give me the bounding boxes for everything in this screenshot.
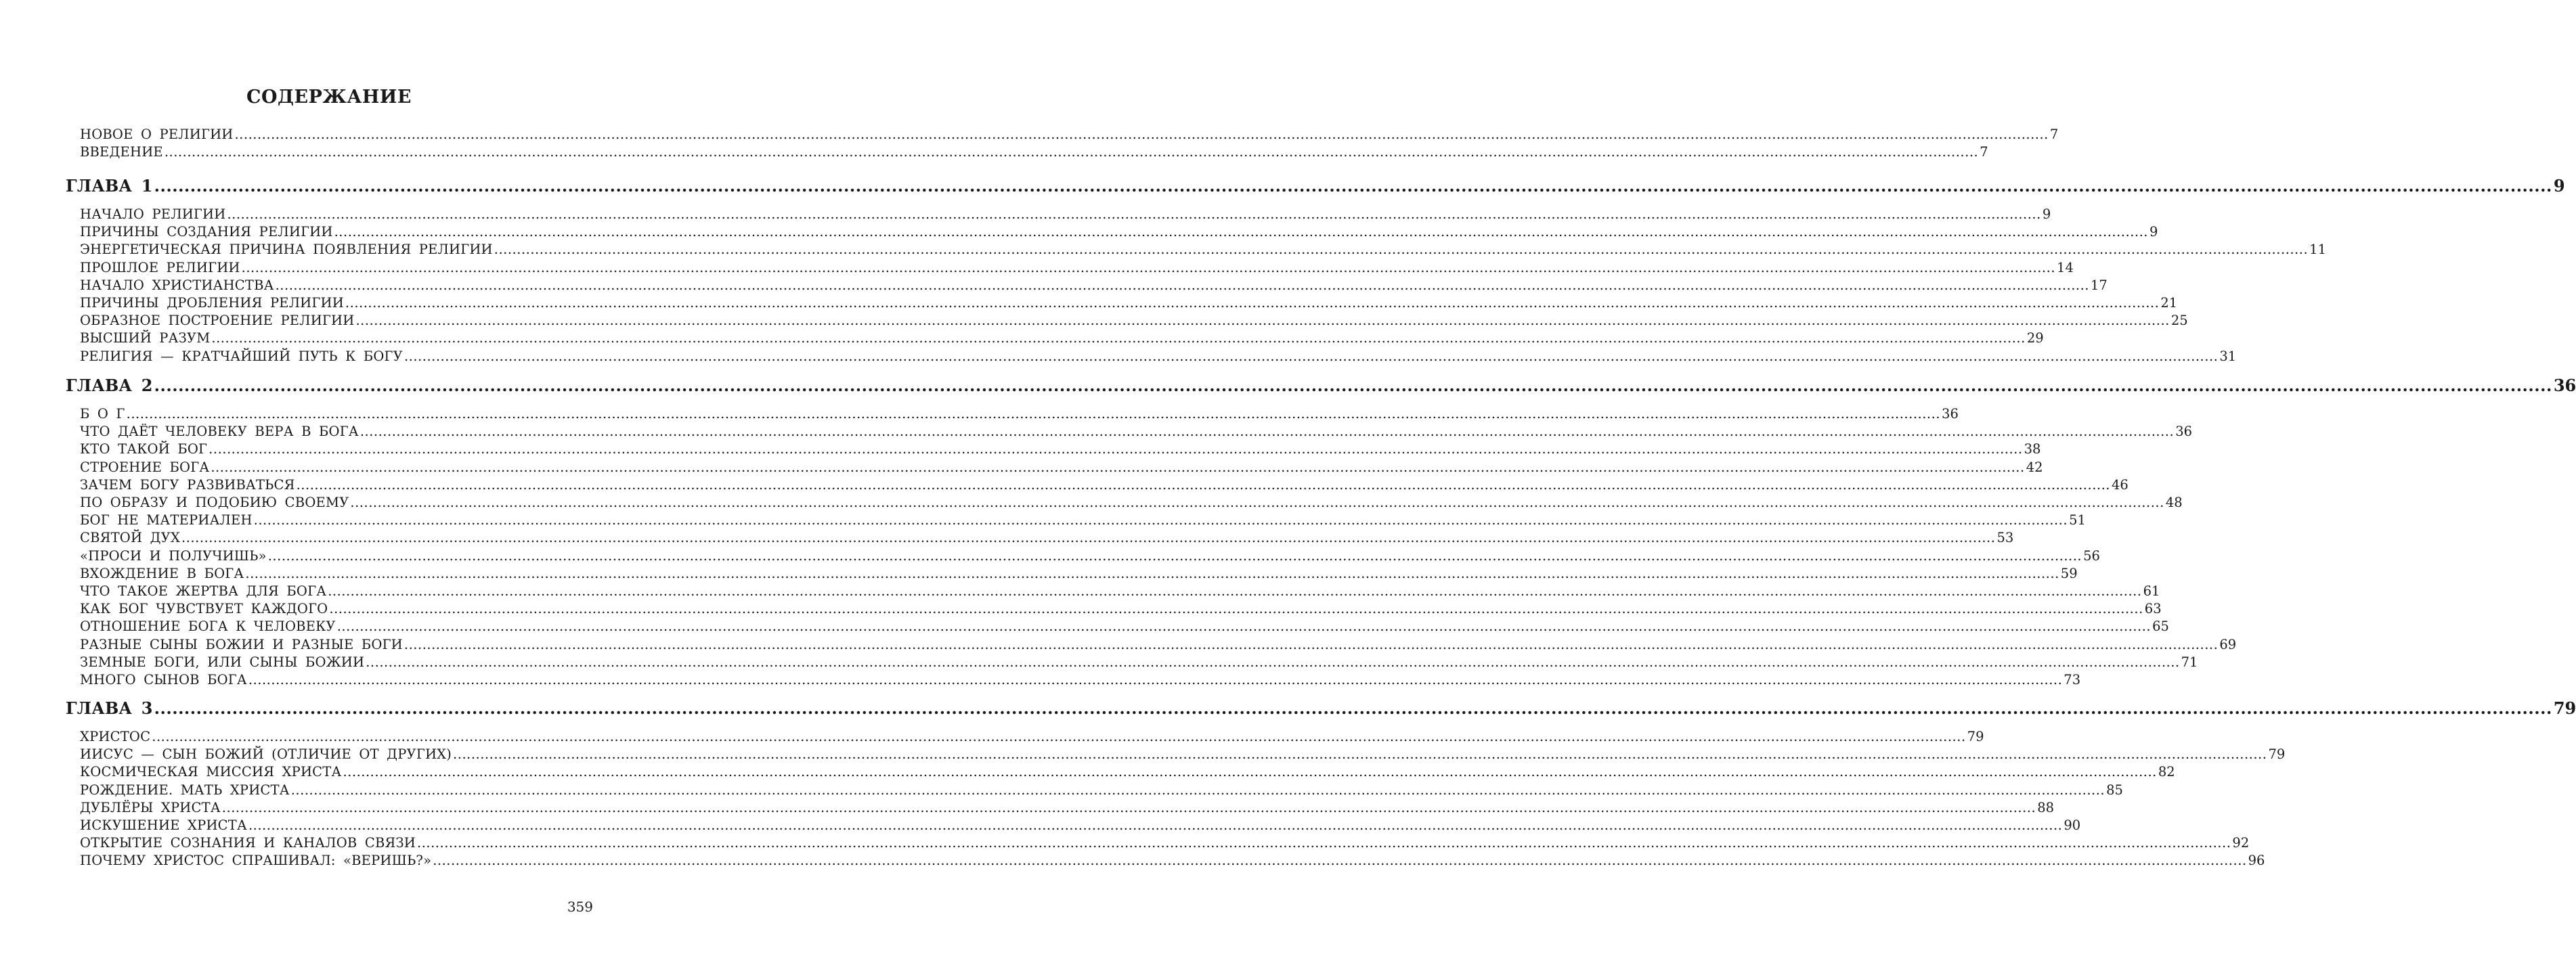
toc-entry <box>80 348 2237 365</box>
toc-entry <box>80 206 2051 223</box>
entry-page-number: 31 <box>2219 348 2237 364</box>
dot-leader: ................................................................................................................................................................................................................................................................................................................................................................................................................ <box>245 565 2059 581</box>
entry-page-number: 51 <box>2069 512 2086 529</box>
toc-title: СОДЕРЖАНИЕ <box>246 87 412 108</box>
dot-leader: ................................................................................................................................................................................................................................................................................................................................................................................................................ <box>336 619 2152 635</box>
dot-leader: ................................................................................................................................................................................................................................................................................................................................................................................................................ <box>209 441 2023 457</box>
entry-title: РАЗНЫЕ СЫНЫ БОЖИИ И РАЗНЫЕ БОГИ <box>80 636 403 652</box>
entry-title: НАЧАЛО ХРИСТИАНСТВА <box>80 277 274 293</box>
chapter-page-number: 79 <box>2553 698 2576 718</box>
entry-page-number: 42 <box>2026 459 2043 475</box>
toc-entry <box>80 817 2081 834</box>
entry-title: ПО ОБРАЗУ И ПОДОБИЮ СВОЕМУ <box>80 495 349 510</box>
entry-title: ИСКУШЕНИЕ ХРИСТА <box>80 817 247 833</box>
dot-leader: ................................................................................................................................................................................................................................................................................................................................................................................................................ <box>328 583 2142 599</box>
dot-leader: ................................................................................................................................................................................................................................................................................................................................................................................................................ <box>366 654 2180 670</box>
dot-leader: ................................................................................................................................................................................................................................................................................................................................................................................................................ <box>290 782 2105 798</box>
dot-leader: ................................................................................................................................................................................................................................................................................................................................................................................................................ <box>433 853 2247 869</box>
toc-entry <box>80 834 2250 852</box>
entry-title: КОСМИЧЕСКАЯ МИССИЯ ХРИСТА <box>80 764 342 780</box>
dot-leader: ................................................................................................................................................................................................................................................................................................................................................................................................................ <box>164 144 1979 160</box>
dot-leader: ................................................................................................................................................................................................................................................................................................................................................................................................................ <box>241 259 2056 275</box>
entry-page-number: 88 <box>2037 799 2055 815</box>
dot-leader: ................................................................................................................................................................................................................................................................................................................................................................................................................ <box>227 206 2041 222</box>
entry-page-number: 61 <box>2143 583 2160 599</box>
entry-page-number: 69 <box>2219 636 2237 652</box>
entry-page-number: 85 <box>2106 782 2123 798</box>
toc-entry <box>80 529 2014 547</box>
dot-leader: ................................................................................................................................................................................................................................................................................................................................................................................................................ <box>248 672 2063 688</box>
dot-leader: ................................................................................................................................................................................................................................................................................................................................................................................................................ <box>345 295 2160 311</box>
entry-title: ИИСУС — СЫН БОЖИЙ (ОТЛИЧИЕ ОТ ДРУГИХ) <box>80 746 452 763</box>
entry-page-number: 29 <box>2026 330 2044 346</box>
entry-page-number: 56 <box>2083 547 2100 564</box>
entry-title: ХРИСТОС <box>80 729 151 744</box>
dot-leader: ................................................................................................................................................................................................................................................................................................................................................................................................................ <box>355 313 2170 329</box>
entry-title: НАЧАЛО РЕЛИГИИ <box>80 206 226 222</box>
entry-title: РОЖДЕНИЕ. МАТЬ ХРИСТА <box>80 782 290 798</box>
entry-title: РЕЛИГИЯ — КРАТЧАЙШИЙ ПУТЬ К БОГУ <box>80 348 403 364</box>
toc-chapter-heading <box>66 374 2576 397</box>
entry-page-number: 38 <box>2024 441 2041 457</box>
dot-leader: ................................................................................................................................................................................................................................................................................................................................................................................................................ <box>253 512 2068 529</box>
page-number: 359 <box>567 899 593 915</box>
toc-entry <box>80 746 2286 763</box>
toc-entry <box>80 143 1988 161</box>
toc-entry <box>80 476 2129 494</box>
toc-entry <box>80 547 2100 565</box>
toc-entry <box>80 763 2175 781</box>
entry-title: ПРИЧИНЫ ДРОБЛЕНИЯ РЕЛИГИИ <box>80 295 344 311</box>
dot-leader: ................................................................................................................................................................................................................................................................................................................................................................................................................ <box>350 495 2164 510</box>
toc-entry <box>80 223 2158 241</box>
toc-entry <box>80 423 2193 441</box>
entry-page-number: 73 <box>2064 672 2081 688</box>
toc-entry <box>80 405 1959 423</box>
dot-leader: ................................................................................................................................................................................................................................................................................................................................................................................................................ <box>154 376 2552 395</box>
entry-page-number: 46 <box>2112 476 2129 493</box>
entry-page-number: 7 <box>1980 144 1988 160</box>
dot-leader: ................................................................................................................................................................................................................................................................................................................................................................................................................ <box>211 459 2025 475</box>
dot-leader: ................................................................................................................................................................................................................................................................................................................................................................................................................ <box>275 277 2090 293</box>
entry-title: НОВОЕ О РЕЛИГИИ <box>80 127 234 142</box>
entry-page-number: 59 <box>2060 565 2078 581</box>
chapter-page-number: 36 <box>2553 376 2576 395</box>
entry-page-number: 9 <box>2149 224 2158 240</box>
entry-page-number: 92 <box>2232 835 2250 851</box>
toc-entry <box>80 512 2086 529</box>
entry-page-number: 90 <box>2064 817 2081 833</box>
dot-leader: ................................................................................................................................................................................................................................................................................................................................................................................................................ <box>234 127 2049 142</box>
entry-page-number: 17 <box>2091 277 2108 293</box>
toc-entry <box>80 241 2326 258</box>
dot-leader: ................................................................................................................................................................................................................................................................................................................................................................................................................ <box>494 242 2309 258</box>
entry-title: ОТНОШЕНИЕ БОГА К ЧЕЛОВЕКУ <box>80 619 336 635</box>
entry-title: ДУБЛЁРЫ ХРИСТА <box>80 799 221 815</box>
toc-entry <box>80 565 2078 583</box>
entry-page-number: 11 <box>2309 242 2326 258</box>
entry-title: ВХОЖДЕНИЕ В БОГА <box>80 565 244 581</box>
dot-leader: ................................................................................................................................................................................................................................................................................................................................................................................................................ <box>248 817 2063 833</box>
entry-page-number: 79 <box>1967 729 1984 744</box>
toc-entry <box>80 600 2162 618</box>
dot-leader: ................................................................................................................................................................................................................................................................................................................................................................................................................ <box>211 330 2026 346</box>
dot-leader: ................................................................................................................................................................................................................................................................................................................................................................................................................ <box>152 729 1966 744</box>
toc-chapter-heading <box>66 697 2576 720</box>
entry-title: ЭНЕРГЕТИЧЕСКАЯ ПРИЧИНА ПОЯВЛЕНИЯ РЕЛИГИИ <box>80 242 493 258</box>
entry-page-number: 25 <box>2170 313 2188 329</box>
entry-title: ПРИЧИНЫ СОЗДАНИЯ РЕЛИГИИ <box>80 224 333 240</box>
toc-entry <box>80 494 2183 512</box>
entry-title: Б О Г <box>80 406 125 422</box>
entry-title: ОБРАЗНОЕ ПОСТРОЕНИЕ РЕЛИГИИ <box>80 313 355 329</box>
entry-page-number: 71 <box>2181 654 2198 670</box>
entry-page-number: 36 <box>1942 406 1959 422</box>
entry-page-number: 48 <box>2165 495 2183 510</box>
entry-page-number: 53 <box>1996 530 2014 546</box>
dot-leader: ................................................................................................................................................................................................................................................................................................................................................................................................................ <box>181 530 1996 546</box>
dot-leader: ................................................................................................................................................................................................................................................................................................................................................................................................................ <box>403 348 2219 364</box>
entry-title: СТРОЕНИЕ БОГА <box>80 459 210 475</box>
entry-page-number: 14 <box>2057 259 2074 275</box>
entry-title: ПРОШЛОЕ РЕЛИГИИ <box>80 259 240 275</box>
entry-title: КАК БОГ ЧУВСТВУЕТ КАЖДОГО <box>80 601 328 617</box>
dot-leader: ................................................................................................................................................................................................................................................................................................................................................................................................................ <box>334 224 2148 240</box>
entry-title: ЗАЧЕМ БОГУ РАЗВИВАТЬСЯ <box>80 476 295 493</box>
entry-title: ОТКРЫТИЕ СОЗНАНИЯ И КАНАЛОВ СВЯЗИ <box>80 835 416 851</box>
toc-entry <box>80 459 2043 476</box>
dot-leader: ................................................................................................................................................................................................................................................................................................................................................................................................................ <box>417 835 2231 851</box>
entry-page-number: 96 <box>2248 853 2265 869</box>
dot-leader: ................................................................................................................................................................................................................................................................................................................................................................................................................ <box>126 406 1941 422</box>
entry-title: БОГ НЕ МАТЕРИАЛЕН <box>80 512 253 529</box>
dot-leader: ................................................................................................................................................................................................................................................................................................................................................................................................................ <box>329 601 2143 617</box>
toc-entry <box>80 294 2178 312</box>
entry-page-number: 21 <box>2160 295 2178 311</box>
toc-entry <box>80 126 2059 143</box>
entry-title: ПОЧЕМУ ХРИСТОС СПРАШИВАЛ: «ВЕРИШЬ?» <box>80 853 432 869</box>
entry-page-number: 36 <box>2175 424 2193 440</box>
entry-title: КТО ТАКОЙ БОГ <box>80 441 208 457</box>
entry-title: ЧТО ДАЁТ ЧЕЛОВЕКУ ВЕРА В БОГА <box>80 424 359 440</box>
toc-entry <box>80 782 2123 799</box>
chapter-page-number: 9 <box>2553 176 2565 196</box>
entry-page-number: 82 <box>2158 764 2175 780</box>
toc-entry <box>80 654 2198 671</box>
entry-title: ЧТО ТАКОЕ ЖЕРТВА ДЛЯ БОГА <box>80 583 327 599</box>
toc-entry <box>80 671 2081 689</box>
dot-leader: ................................................................................................................................................................................................................................................................................................................................................................................................................ <box>453 746 2267 763</box>
chapter-title: ГЛАВА 3 <box>66 698 153 718</box>
entry-title: СВЯТОЙ ДУХ <box>80 530 181 546</box>
toc-entry <box>80 618 2169 635</box>
dot-leader: ................................................................................................................................................................................................................................................................................................................................................................................................................ <box>359 424 2175 440</box>
dot-leader: ................................................................................................................................................................................................................................................................................................................................................................................................................ <box>267 547 2082 564</box>
entry-title: «ПРОСИ И ПОЛУЧИШЬ» <box>80 547 267 564</box>
entry-title: ВВЕДЕНИЕ <box>80 144 163 160</box>
dot-leader: ................................................................................................................................................................................................................................................................................................................................................................................................................ <box>296 476 2110 493</box>
toc-chapter-heading <box>66 175 2565 198</box>
toc-entry <box>80 441 2041 458</box>
dot-leader: ................................................................................................................................................................................................................................................................................................................................................................................................................ <box>403 636 2219 652</box>
dot-leader: ................................................................................................................................................................................................................................................................................................................................................................................................................ <box>154 176 2552 196</box>
entry-title: МНОГО СЫНОВ БОГА <box>80 672 247 688</box>
toc-entry <box>80 312 2188 330</box>
toc-entry <box>80 277 2108 294</box>
entry-page-number: 65 <box>2152 619 2169 635</box>
toc-entry <box>80 799 2055 817</box>
toc-entry <box>80 330 2044 347</box>
chapter-title: ГЛАВА 1 <box>66 176 153 196</box>
entry-title: ВЫСШИЙ РАЗУМ <box>80 330 211 346</box>
entry-page-number: 7 <box>2049 127 2059 142</box>
toc-entry <box>80 852 2265 870</box>
entry-page-number: 9 <box>2042 206 2051 222</box>
dot-leader: ................................................................................................................................................................................................................................................................................................................................................................................................................ <box>221 799 2036 815</box>
entry-page-number: 63 <box>2144 601 2162 617</box>
toc-entry <box>80 728 1984 746</box>
dot-leader: ................................................................................................................................................................................................................................................................................................................................................................................................................ <box>343 764 2157 780</box>
entry-title: ЗЕМНЫЕ БОГИ, ИЛИ СЫНЫ БОЖИИ <box>80 654 365 670</box>
entry-page-number: 79 <box>2268 746 2286 763</box>
toc-entry <box>80 583 2160 600</box>
dot-leader: ................................................................................................................................................................................................................................................................................................................................................................................................................ <box>154 698 2552 718</box>
toc-entry <box>80 636 2237 654</box>
chapter-title: ГЛАВА 2 <box>66 376 153 395</box>
toc-entry <box>80 259 2074 277</box>
